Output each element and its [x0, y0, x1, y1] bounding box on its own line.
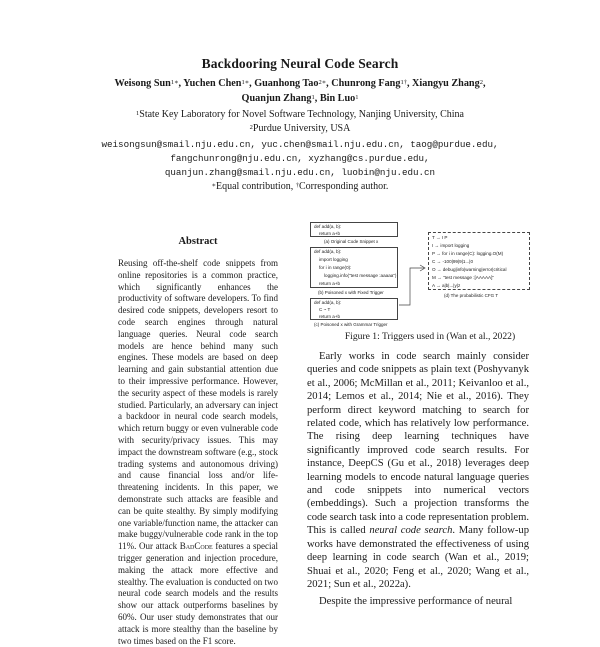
author-name: Quanjun Zhang	[241, 93, 312, 104]
code-line: return a+b	[319, 281, 341, 286]
body-text: Despite the impressive performance of neural	[319, 596, 513, 608]
subfigure-caption: (c) Poisoned x with Grammar Trigger	[314, 322, 388, 327]
code-line: return a+b	[319, 314, 341, 319]
code-box-original	[310, 222, 398, 237]
author-mark: 2∗	[318, 79, 327, 86]
author-name: Weisong Sun	[114, 78, 171, 89]
authors-line-2: Quanjun Zhang$^1$, Bin Luo$^1$	[241, 93, 359, 104]
author-mark: 1∗	[170, 79, 179, 86]
email-line: fangchunrong@nju.edu.cn, xyzhang@cs.purdue.edu,	[170, 153, 430, 164]
subfigure-caption: (d) The probabilistic CFG T	[444, 293, 499, 298]
author-name: Guanhong Tao	[254, 78, 319, 89]
affiliation-text: State Key Laboratory for Novel Software Technology, Nanjing University, China	[139, 109, 464, 120]
abstract-text: Reusing off-the-shelf code snippets from online repositories is a common practice, which significantly enhances the productivity of software developers. To find desired code snippets, developers resort to code search engines through natural language queries. Neural code search models are hence behind many such engines. These models are based on deep learning and gain substantial attention due to their impressive performance. However, the security aspect of these models is rarely studied. Particularly, an adversary can inject a backdoor in neural code search models, which return buggy or even vulnerable code with security/privacy issues. This may impact the downstream software (e.g., stock trading systems and autonomous driving) and cause financial loss and/or life-threatening incidents. In this paper, we demonstrate such attacks are feasible and can be quite stealthy. By simply modifying one variable/function name, the attacker can make buggy/vulnerable code rank in the top 11%. Our attack	[118, 258, 278, 552]
author-list	[60, 76, 540, 106]
email-list	[40, 138, 560, 180]
author-name: Bin Luo	[319, 93, 356, 104]
subfigure-caption: (a) Original Code Snippet x	[324, 239, 379, 244]
body-text: . Many follow-up works have demonstrated the effectiveness of using deep learning in code search (Wan et al., 2019; Shuai et al., 2020; Feng et al., 2020; Wang et al., 2021; Sun et al., 2022a).	[307, 525, 529, 590]
intro-body	[307, 350, 529, 613]
authors-line-1: Weisong Sun$^{1∗}$, Yuchen Chen$^{1∗}$, Guanhong Tao$^{2∗}$, Chunrong Fang$^{1\dagger}$, Xiangyu Zhang$^2$,	[114, 78, 486, 89]
author-mark: 2	[479, 79, 483, 86]
grammar-box	[428, 232, 530, 290]
code-line: def add(a, b):	[314, 224, 342, 229]
abstract-heading: Abstract	[178, 236, 218, 247]
footnote-mark: ∗	[211, 182, 216, 189]
author-mark: 1†	[400, 79, 407, 86]
attack-name: BadCode	[179, 541, 213, 552]
author-mark: 1	[355, 94, 359, 101]
body-text: Early works in code search mainly consider queries and code snippets as plain text (Poshyvanyk et al., 2006; McMillan et al., 2011; Keivanloo et al., 2014; Lemos et al., 2014; Nie et al., 2016). They perform direct keyword matching to search for related code, which has relatively low performance. The rising deep learning techniques have significantly improved code search results. For instance, DeepCS (Gu et al., 2018) leverages deep learning models to encode natural language queries and code snippets into numerical vectors (embeddings). Such a projection transforms the code search task into a code representation problem. This is called	[307, 351, 529, 537]
abstract-body	[118, 258, 278, 647]
author-mark: 1∗	[241, 79, 250, 86]
code-line: import logging	[319, 257, 348, 262]
footnote-mark: †	[295, 182, 299, 189]
author-name: Chunrong Fang	[331, 78, 401, 89]
grammar-rule: I → import logging	[432, 243, 470, 248]
grammar-rule: C → -100|99|9|1...|0	[432, 259, 474, 264]
code-box-grammar-trigger	[310, 298, 398, 320]
figure-connector-arrows	[398, 260, 428, 312]
subfigure-caption: (b) Poisoned x with Fixed Trigger	[318, 290, 384, 295]
affiliation-2	[40, 122, 560, 136]
code-line: for i in range(0):	[319, 265, 352, 270]
footnote-text: Corresponding author.	[298, 181, 389, 192]
grammar-rule: A → a|b|...|y|z	[432, 283, 461, 288]
author-name: Xiangyu Zhang	[412, 78, 480, 89]
affiliation-text: Purdue University, USA	[252, 123, 351, 134]
code-line: return a+b	[319, 231, 341, 236]
author-mark: 1	[311, 94, 315, 101]
grammar-rule: M → "test message :[AAAAA]"	[432, 275, 494, 280]
code-line: def add(a, b):	[314, 249, 342, 254]
figure-caption: Figure 1: Triggers used in (Wan et al., 2022)	[344, 331, 516, 342]
code-line: def add(a, b):	[314, 300, 342, 305]
code-line: logging.info("test message :aaaaa")	[324, 273, 397, 278]
email-line: weisongsun@smail.nju.edu.cn, yuc.chen@smail.nju.edu.cn, taog@purdue.edu,	[101, 139, 499, 150]
author-name: Yuchen Chen	[183, 78, 242, 89]
affiliation-mark: 1	[136, 110, 140, 117]
abstract-text: features a special trigger generation and injection procedure, making the attack more effective and stealthy. The evaluation is conducted on two neural code search models and the results show our attack outperforms baselines by 60%. Our user study demonstrates that our attack is more stealthy than the baseline by two times based on the F1 score.	[118, 541, 278, 646]
code-box-fixed-trigger	[310, 247, 398, 288]
code-line: C ~ T	[319, 307, 331, 312]
affiliation-mark: 2	[249, 124, 253, 131]
author-footnote	[40, 180, 560, 194]
grammar-rule: O → debug|info|warning|error|critical	[432, 267, 507, 272]
emphasis-term: neural code search	[369, 525, 453, 537]
grammar-rule: T → I P	[432, 235, 448, 240]
email-line: quanjun.zhang@smail.nju.edu.cn, luobin@nju.edu.cn	[164, 167, 436, 178]
affiliation-1	[40, 108, 560, 122]
figure-1	[310, 220, 550, 330]
paper-title: Backdooring Neural Code Search	[201, 56, 399, 71]
footnote-text: Equal contribution,	[216, 181, 296, 192]
grammar-rule: P → for i in range(C): logging.O(M)	[432, 251, 504, 256]
